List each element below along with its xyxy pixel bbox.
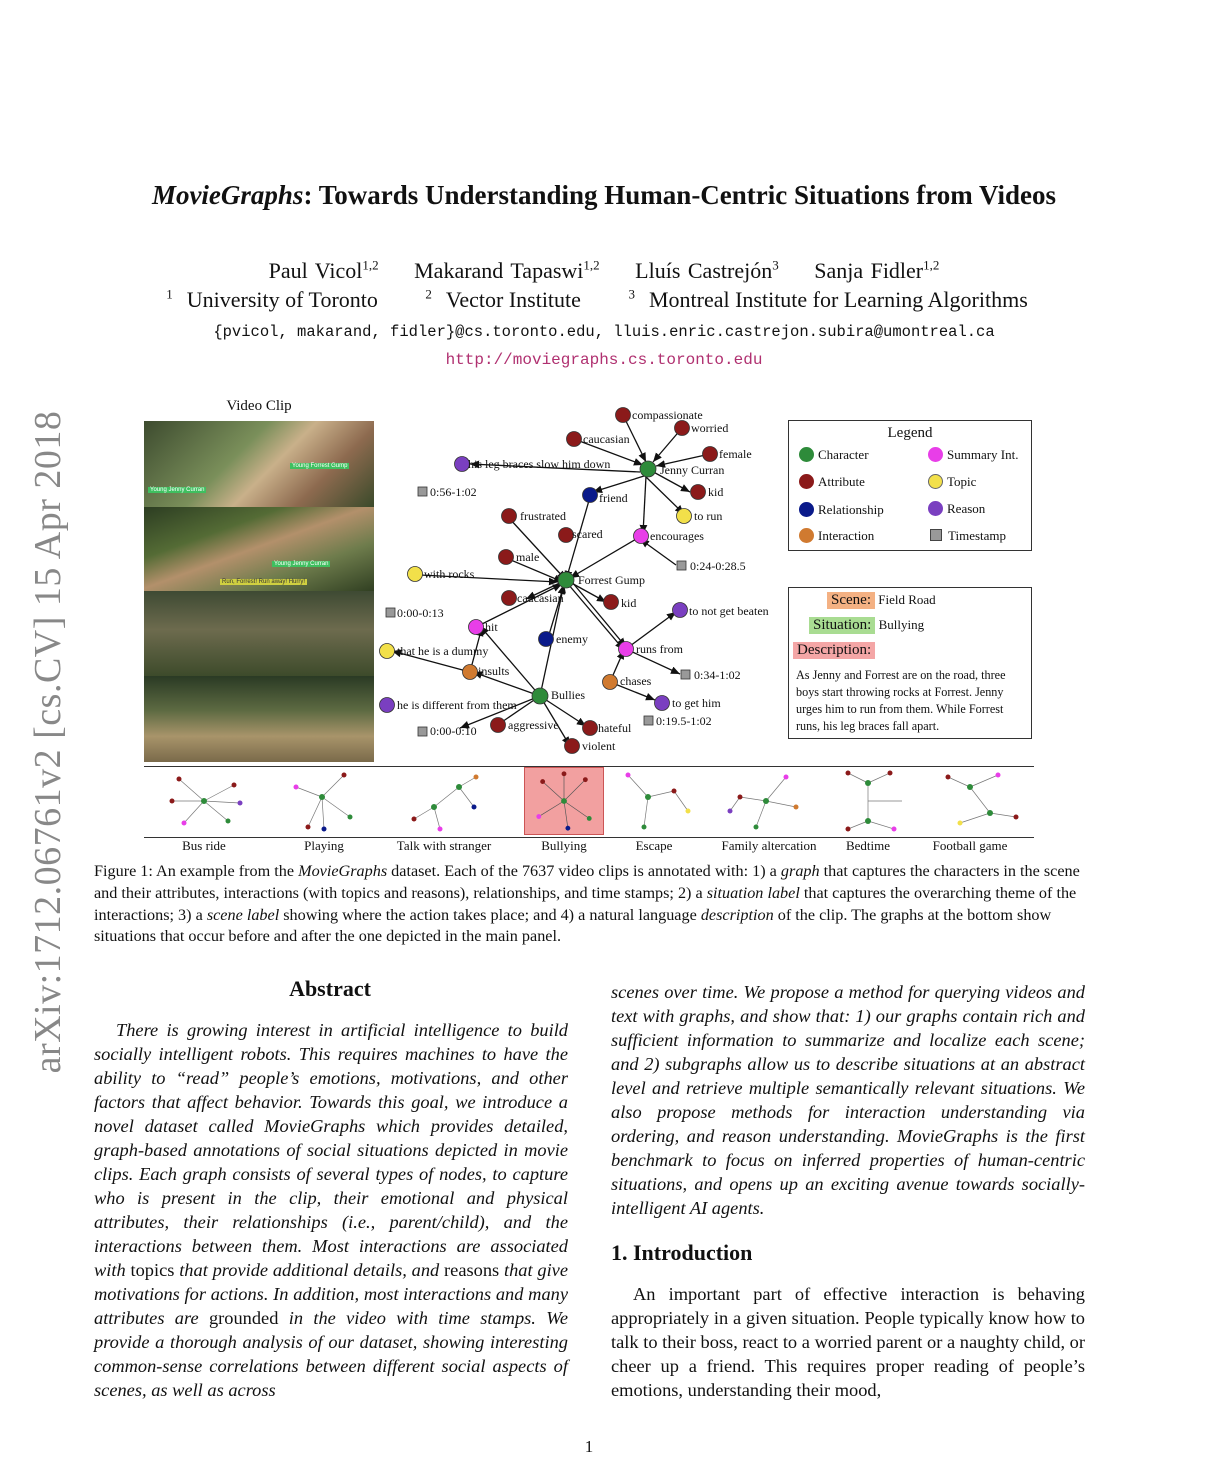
summary-icon bbox=[928, 447, 943, 462]
situation-thumbnail-selected bbox=[524, 767, 604, 835]
timestamp-node bbox=[386, 608, 395, 617]
timestamp-node bbox=[644, 716, 653, 725]
title-rest: : Towards Understanding Human-Centric Situations from Videos bbox=[303, 180, 1057, 210]
attribute-node bbox=[616, 408, 631, 423]
scene-row: Scene: Field Road bbox=[827, 592, 936, 609]
author: Makarand Tapaswi$^{1,2}$ bbox=[414, 257, 600, 283]
character-node bbox=[558, 572, 574, 588]
node-label: his leg braces slow him down bbox=[468, 457, 611, 471]
attribute-node bbox=[567, 432, 582, 447]
summary-node bbox=[634, 529, 649, 544]
node-label: he is different from them bbox=[397, 698, 517, 712]
page-number: 1 bbox=[584, 1437, 594, 1456]
thumbnail-label: Bedtime bbox=[845, 838, 891, 853]
affiliation: $^1$ University of Toronto bbox=[166, 286, 378, 312]
introduction-text: An important part of effective interaction is behaving appropriately in a given situation. People typically know how to talk to their boss, react to a worried parent or a naughty child, or cheer up a friend. This requires proper reading of people’s emotions, understanding their mood, bbox=[611, 1284, 1085, 1400]
node-label: 0:24-0:28.5 bbox=[690, 559, 746, 573]
attribute-node bbox=[499, 550, 514, 565]
node-label: frustrated bbox=[520, 509, 566, 523]
attribute-node bbox=[491, 718, 506, 733]
topic-node bbox=[677, 509, 692, 524]
reason-icon bbox=[928, 501, 943, 516]
summary-node bbox=[469, 620, 484, 635]
node-label: Jenny Curran bbox=[660, 463, 725, 477]
thumbnail-label: Playing bbox=[304, 838, 344, 853]
scene-description-box bbox=[788, 587, 1032, 739]
node-label: hateful bbox=[598, 721, 632, 735]
node-label: Bullies bbox=[551, 688, 586, 702]
node-label: violent bbox=[582, 739, 616, 753]
node-label: aggressive bbox=[508, 718, 559, 732]
attribute-node bbox=[583, 721, 598, 736]
situation-thumbnail-strip bbox=[144, 766, 1034, 838]
video-frame bbox=[144, 507, 374, 593]
author: Sanja Fidler$^{1,2}$ bbox=[814, 257, 940, 283]
node-label: hit bbox=[485, 620, 498, 634]
abstract-text-continued: scenes over time. We propose a method for querying videos and text with graphs, and show that: 1) our graphs contain rich and sufficient information to summarize and localize each scene; and 2) subgraphs allow us to describe situations at an abstract level and retrieve multiple semantically relevant situations. We also propose methods for interaction understanding via ordering, and reason understanding. MovieGraphs is the first benchmark to focus on inferred properties of human-centric situations, and opens up an exciting avenue towards socially-intelligent AI agents. bbox=[611, 982, 1085, 1218]
legend-item: Relationship bbox=[799, 502, 884, 518]
summary-node bbox=[619, 642, 634, 657]
author: Paul Vicol$^{1,2}$ bbox=[268, 257, 379, 283]
node-label: 0:00-0:10 bbox=[430, 724, 477, 738]
character-node bbox=[532, 688, 548, 704]
paper-title bbox=[60, 180, 1148, 211]
situation-thumbnail bbox=[940, 767, 1020, 835]
timestamp-node bbox=[677, 561, 686, 570]
node-label: with rocks bbox=[424, 567, 475, 581]
node-label: chases bbox=[620, 674, 652, 688]
node-label: 0:56-1:02 bbox=[430, 485, 477, 499]
author-emails: {pvicol, makarand, fidler}@cs.toronto.edu, lluis.enric.castrejon.subira@umontreal.ca bbox=[213, 323, 995, 341]
abstract-heading: Abstract bbox=[289, 976, 371, 1001]
node-label: caucasian bbox=[517, 591, 564, 605]
arxiv-stamp: arXiv:1712.06761v2 [cs.CV] 15 Apr 2018 bbox=[27, 410, 69, 1074]
node-label: 0:19.5-1:02 bbox=[656, 714, 712, 728]
relationship-icon bbox=[799, 502, 814, 517]
node-label: runs from bbox=[636, 642, 683, 656]
node-label: female bbox=[719, 447, 752, 461]
thumbnail-label: Escape bbox=[635, 838, 673, 853]
scene-description-text: As Jenny and Forrest are on the road, three boys start throwing rocks at Forrest. Jenny urges him to run from them. While Forrest runs, his leg braces fall apart. bbox=[796, 668, 1006, 733]
timestamp-node bbox=[681, 670, 690, 679]
video-frame bbox=[144, 591, 374, 677]
video-clip-title: Video Clip bbox=[226, 398, 292, 414]
character-node bbox=[640, 461, 656, 477]
node-label: enemy bbox=[556, 632, 588, 646]
description-row: Description: bbox=[793, 642, 875, 659]
attribute-node bbox=[703, 447, 718, 462]
node-label: worried bbox=[691, 421, 729, 435]
situation-thumbnail bbox=[828, 767, 908, 835]
legend-title: Legend bbox=[887, 425, 933, 441]
graph-legend bbox=[788, 420, 1032, 551]
situation-thumbnail bbox=[284, 767, 364, 835]
attribute-icon bbox=[799, 474, 814, 489]
node-label: kid bbox=[621, 596, 637, 610]
thumbnail-label: Bus ride bbox=[182, 838, 226, 853]
interaction-node bbox=[603, 675, 618, 690]
node-label: 0:34-1:02 bbox=[694, 668, 741, 682]
frame-tag: Young Forrest Gump bbox=[292, 463, 348, 469]
topic-icon bbox=[928, 474, 943, 489]
node-label: friend bbox=[599, 491, 628, 505]
legend-item: Interaction bbox=[799, 528, 874, 544]
relationship-node bbox=[539, 632, 554, 647]
frame-tag: Young Jenny Curran bbox=[150, 487, 205, 493]
topic-node bbox=[408, 567, 423, 582]
timestamp-icon bbox=[930, 529, 942, 541]
legend-item: Character bbox=[799, 447, 869, 463]
interaction-node bbox=[463, 665, 478, 680]
node-label: 0:00-0:13 bbox=[397, 606, 444, 620]
affiliation: $^3$ Montreal Institute for Learning Algorithms bbox=[628, 286, 1028, 312]
affiliations bbox=[60, 287, 1148, 313]
situation-thumbnail bbox=[404, 767, 484, 835]
topic-node bbox=[380, 644, 395, 659]
attribute-node bbox=[675, 421, 690, 436]
node-label: to get him bbox=[672, 696, 721, 710]
figure-caption: Figure 1: An example from the MovieGraphs dataset. Each of the 7637 video clips is annotated with: 1) a graph that captures the characters in the scene and their attributes, interactions (with topics and reasons), relationships, and time stamps; 2) a situation label that captures the overarching theme of the interactions; 3) a scene label showing where the action takes place; and 4) a natural language description of the clip. The graphs at the bottom show situations that occur before and after the one depicted in the main panel. bbox=[94, 862, 1080, 946]
legend-item: Summary Int. bbox=[928, 447, 1019, 463]
thumbnail-label: Football game bbox=[932, 838, 1008, 853]
node-label: that he is a dummy bbox=[397, 644, 489, 658]
thumbnail-label: Family altercation bbox=[721, 838, 817, 853]
legend-item: Timestamp bbox=[930, 528, 1006, 544]
relationship-node bbox=[583, 488, 598, 503]
legend-item: Reason bbox=[928, 501, 985, 517]
attribute-node bbox=[565, 739, 580, 754]
timestamp-node bbox=[418, 727, 427, 736]
thumbnail-label: Bullying bbox=[541, 838, 587, 853]
interaction-icon bbox=[799, 528, 814, 543]
node-label: caucasian bbox=[583, 432, 630, 446]
reason-node bbox=[655, 696, 670, 711]
attribute-node bbox=[604, 595, 619, 610]
attribute-node bbox=[502, 509, 517, 524]
introduction-heading: 1. Introduction bbox=[611, 1240, 753, 1265]
title-italic: MovieGraphs bbox=[151, 180, 304, 210]
node-label: scared bbox=[572, 527, 603, 541]
reason-node bbox=[673, 603, 688, 618]
timestamp-node bbox=[418, 487, 427, 496]
situation-row: Situation: Bullying bbox=[809, 617, 924, 634]
situation-thumbnail bbox=[726, 767, 806, 835]
thumbnail-label: Talk with stranger bbox=[396, 838, 492, 853]
abstract-text: There is growing interest in artificial intelligence to build socially intelligent robots. This requires machines to have the ability to “read” people’s emotions, motivations, and other factors that affect behavior. Towards this goal, we introduce a novel dataset called MovieGraphs which provides detailed, graph-based annotations of social situations depicted in movie clips. Each graph consists of several types of nodes, to capture who is present in the clip, their emotional and physical attributes, their relationships (i.e., parent/child), and the interactions between them. Most interactions are associated with topics that provide additional details, and reasons that give motivations for actions. In addition, most interactions and many attributes are grounded in the video with time stamps. We provide a thorough analysis of our dataset, showing interesting common-sense correlations between different social aspects of scenes, as well as across bbox=[94, 1020, 569, 1400]
node-label: to run bbox=[694, 509, 723, 523]
node-label: Forrest Gump bbox=[578, 573, 645, 587]
project-url[interactable]: http://moviegraphs.cs.toronto.edu bbox=[445, 351, 763, 369]
affiliation: $^2$ Vector Institute bbox=[425, 286, 581, 312]
author-list bbox=[60, 258, 1148, 284]
node-label: to not get beaten bbox=[689, 604, 769, 618]
legend-item: Attribute bbox=[799, 474, 865, 490]
author: Lluís Castrejón$^3$ bbox=[635, 257, 779, 283]
video-frame bbox=[144, 676, 374, 762]
node-label: male bbox=[516, 550, 540, 564]
legend-item: Topic bbox=[928, 474, 976, 490]
node-label: encourages bbox=[650, 529, 704, 543]
situation-thumbnail bbox=[164, 767, 244, 835]
attribute-node bbox=[502, 591, 517, 606]
video-frame bbox=[144, 421, 374, 507]
character-icon bbox=[799, 447, 814, 462]
frame-tag: Young Jenny Curran bbox=[274, 561, 329, 567]
reason-node bbox=[380, 698, 395, 713]
node-label: kid bbox=[708, 485, 724, 499]
node-label: compassionate bbox=[632, 408, 703, 422]
attribute-node bbox=[691, 485, 706, 500]
movie-graph bbox=[378, 402, 786, 758]
node-label: insults bbox=[478, 664, 510, 678]
situation-thumbnail bbox=[614, 767, 694, 835]
frame-tag: Run, Forrest! Run away! Hurry! bbox=[222, 579, 306, 585]
